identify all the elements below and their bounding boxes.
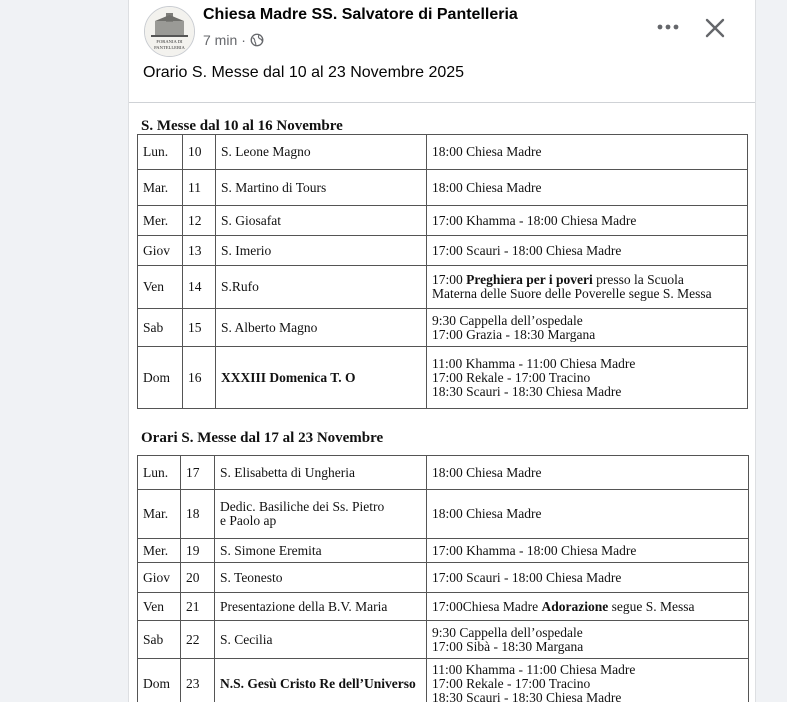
date-cell: 15: [183, 309, 216, 347]
day-cell: Dom: [138, 347, 183, 409]
schedule-text: 17:00: [432, 272, 467, 287]
day-cell: Sab: [138, 621, 181, 659]
close-icon: [705, 18, 725, 38]
table-row: [138, 236, 748, 266]
date-cell: 19: [181, 539, 215, 563]
saint-cell: [215, 490, 427, 539]
day-cell: Ven: [138, 593, 181, 621]
schedule-line: [432, 273, 742, 287]
schedule-cell: [427, 621, 749, 659]
schedule-cell: [427, 347, 748, 409]
day-cell: Ven: [138, 266, 183, 309]
schedule-cell: 18:00 Chiesa Madre: [427, 135, 748, 170]
saint-cell: S. Martino di Tours: [216, 170, 427, 206]
schedule-cell: 18:00 Chiesa Madre: [427, 456, 749, 490]
more-options-button[interactable]: [651, 12, 685, 42]
church-logo-icon: [145, 7, 194, 56]
post-header: [129, 0, 755, 60]
saint-cell: S. Alberto Magno: [216, 309, 427, 347]
schedule-cell: 18:00 Chiesa Madre: [427, 490, 749, 539]
schedule-cell: [427, 593, 749, 621]
date-cell: 10: [183, 135, 216, 170]
schedule-line: 17:00 Rekale - 17:00 Tracino: [432, 369, 591, 385]
post-text: Orario S. Messe dal 10 al 23 Novembre 2025: [143, 64, 465, 81]
table-row: [138, 347, 748, 409]
table-row: [138, 135, 748, 170]
schedule-cell: [427, 266, 748, 309]
schedule-line: Materna delle Suore delle Poverelle segue S. Messa: [432, 286, 712, 301]
table-row: [138, 659, 749, 702]
saint-cell: S. Cecilia: [215, 621, 427, 659]
date-cell: 12: [183, 206, 216, 236]
page-avatar[interactable]: [144, 6, 195, 57]
schedule-text: 17:00Chiesa Madre: [432, 598, 542, 614]
date-cell: 13: [183, 236, 216, 266]
table-row: [138, 206, 748, 236]
saint-line: Dedic. Basiliche dei Ss. Pietro: [220, 499, 385, 514]
date-cell: 20: [181, 563, 215, 593]
table-row: [138, 563, 749, 593]
day-cell: Mar.: [138, 490, 181, 539]
date-cell: 16: [183, 347, 216, 409]
date-cell: 14: [183, 266, 216, 309]
day-cell: Giov: [138, 236, 183, 266]
week1-table: [137, 134, 748, 409]
day-cell: Giov: [138, 563, 181, 593]
saint-cell: S. Imerio: [216, 236, 427, 266]
table-row: [138, 621, 749, 659]
table-row: [138, 539, 749, 563]
schedule-cell: 17:00 Scauri - 18:00 Chiesa Madre: [427, 236, 748, 266]
svg-text:PANTELLERIA: PANTELLERIA: [154, 45, 185, 50]
table-row: [138, 456, 749, 490]
post-meta: [203, 32, 264, 48]
page-name-link[interactable]: Chiesa Madre SS. Salvatore di Pantelleria: [203, 6, 518, 23]
saint-cell: S. Simone Eremita: [215, 539, 427, 563]
schedule-highlight: Adorazione: [541, 598, 609, 614]
svg-text:FORANIA DI: FORANIA DI: [156, 39, 183, 44]
close-button[interactable]: [697, 10, 733, 46]
table-row: [138, 309, 748, 347]
schedule-cell: 17:00 Khamma - 18:00 Chiesa Madre: [427, 539, 749, 563]
schedule-cell: 17:00 Khamma - 18:00 Chiesa Madre: [427, 206, 748, 236]
meta-separator: ·: [241, 32, 246, 48]
schedule-text: presso la Scuola: [592, 272, 684, 287]
week2-table: [137, 455, 749, 702]
more-horizontal-icon: [656, 23, 680, 31]
day-cell: Lun.: [138, 456, 181, 490]
day-cell: Mer.: [138, 539, 181, 563]
saint-cell: S. Giosafat: [216, 206, 427, 236]
table-row: [138, 593, 749, 621]
schedule-cell: 17:00 Scauri - 18:00 Chiesa Madre: [427, 563, 749, 593]
schedule-text: segue S. Messa: [608, 598, 695, 614]
date-cell: 17: [181, 456, 215, 490]
date-cell: 23: [181, 659, 215, 702]
saint-cell: S. Teonesto: [215, 563, 427, 593]
saint-line: e Paolo ap: [220, 513, 277, 528]
post-time-link[interactable]: 7 min: [203, 32, 238, 48]
schedule-document: [129, 103, 755, 702]
week2-title: Orari S. Messe dal 17 al 23 Novembre: [141, 430, 384, 446]
schedule-line: 9:30 Cappella dell’ospedale: [432, 624, 583, 640]
schedule-line: 11:00 Khamma - 11:00 Chiesa Madre: [432, 661, 636, 677]
saint-cell: XXXIII Domenica T. O: [216, 347, 427, 409]
table-row: [138, 170, 748, 206]
post-photo[interactable]: [129, 102, 755, 702]
facebook-post-card: [128, 0, 756, 702]
schedule-line: 11:00 Khamma - 11:00 Chiesa Madre: [432, 355, 636, 371]
schedule-line: 18:30 Scauri - 18:30 Chiesa Madre: [432, 383, 622, 399]
day-cell: Mar.: [138, 170, 183, 206]
saint-cell: S. Leone Magno: [216, 135, 427, 170]
schedule-cell: [427, 659, 749, 702]
week1-title: S. Messe dal 10 al 16 Novembre: [141, 118, 343, 134]
day-cell: Mer.: [138, 206, 183, 236]
schedule-line: 17:00 Sibà - 18:30 Margana: [432, 638, 584, 654]
saint-cell: S.Rufo: [216, 266, 427, 309]
day-cell: Sab: [138, 309, 183, 347]
date-cell: 22: [181, 621, 215, 659]
date-cell: 21: [181, 593, 215, 621]
table-row: [138, 490, 749, 539]
schedule-line: 9:30 Cappella dell’ospedale: [432, 312, 583, 328]
day-cell: Lun.: [138, 135, 183, 170]
day-cell: Dom: [138, 659, 181, 702]
date-cell: 11: [183, 170, 216, 206]
schedule-line: 18:30 Scauri - 18:30 Chiesa Madre: [432, 689, 622, 702]
schedule-line: 17:00 Grazia - 18:30 Margana: [432, 326, 596, 342]
saint-cell: S. Elisabetta di Ungheria: [215, 456, 427, 490]
saint-cell: N.S. Gesù Cristo Re dell’Universo: [215, 659, 427, 702]
table-row: [138, 266, 748, 309]
schedule-cell: [427, 309, 748, 347]
globe-icon[interactable]: [250, 33, 264, 47]
saint-cell: Presentazione della B.V. Maria: [215, 593, 427, 621]
schedule-line: 17:00 Rekale - 17:00 Tracino: [432, 675, 591, 691]
date-cell: 18: [181, 490, 215, 539]
schedule-cell: 18:00 Chiesa Madre: [427, 170, 748, 206]
schedule-highlight: Preghiera per i poveri: [466, 272, 593, 287]
